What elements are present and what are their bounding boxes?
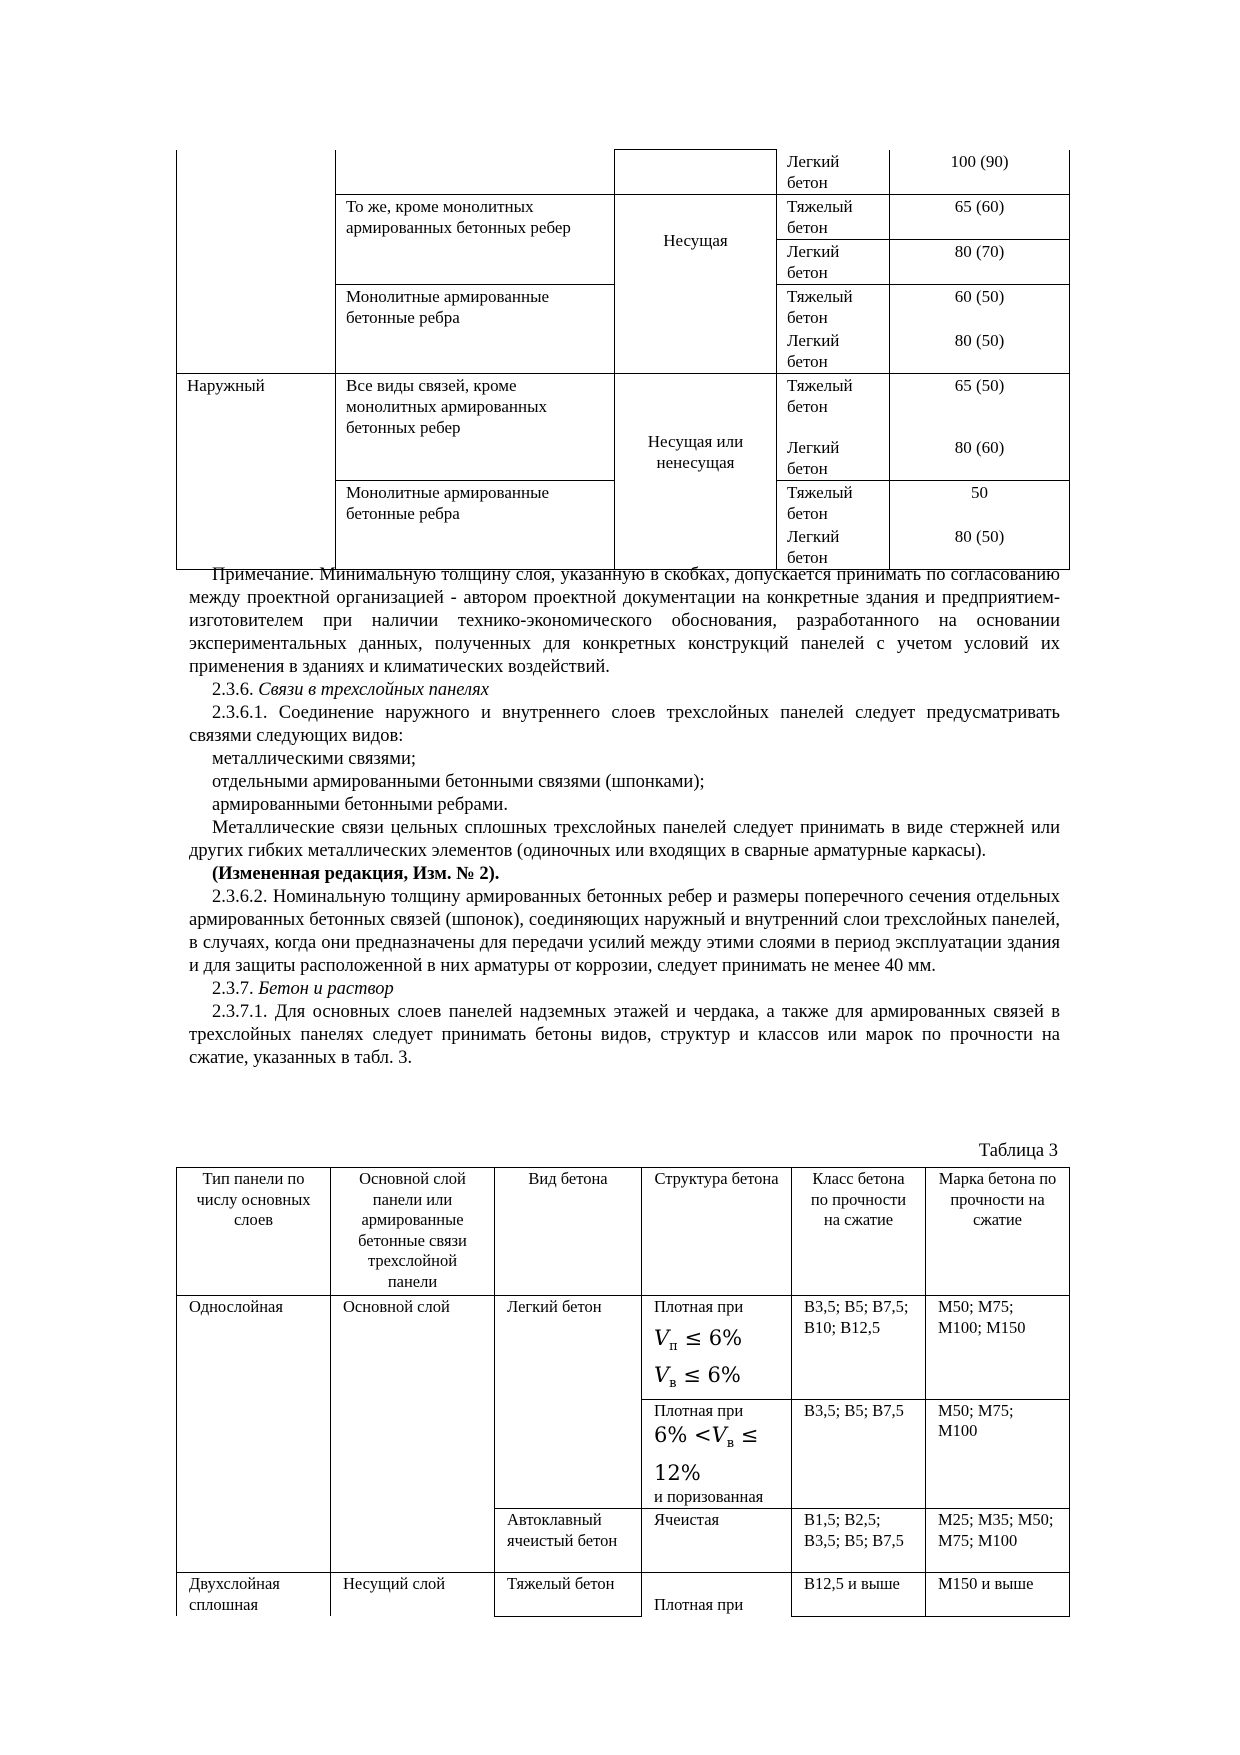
paragraph-metal-connections: Металлические связи цельных сплошных трехслойных панелей следует принимать в виде стержней или других гибких металлических элементов (одиночных или входящих в сварные арматурные каркасы). — [189, 818, 1060, 861]
cell-layer-function: Несущая — [615, 194, 777, 373]
cell-concrete: Тяжелый бетон — [777, 194, 890, 239]
cell-concrete: Легкий бетон — [777, 436, 890, 481]
section-title: Бетон и раствор — [258, 979, 394, 999]
cell-thickness: 80 (60) — [890, 436, 1070, 481]
cell-connection: Монолитные армированные бетонные ребра — [336, 284, 615, 373]
cell-grade: М25; М35; М50; М75; М100 — [926, 1509, 1070, 1573]
formula-vv: $V_в \le 6\%$ — [654, 1362, 741, 1391]
cell-main-layer: Несущий слой — [331, 1573, 495, 1617]
list-item: отдельными армированными бетонными связями (шпонками); — [212, 772, 705, 792]
cell-panel-type: Двухслойная сплошная — [177, 1573, 331, 1617]
list-item: металлическими связями; — [212, 749, 417, 769]
table-thickness-continuation — [176, 149, 1070, 570]
cell-concrete: Тяжелый бетон — [777, 481, 890, 526]
header-cell: Структура бетона — [642, 1168, 792, 1296]
cell-class: В3,5; В5; В7,5 — [792, 1399, 926, 1508]
section-title: Связи в трехслойных панелях — [258, 680, 489, 700]
cell-layer-type: Наружный — [177, 373, 336, 570]
cell-class: В3,5; В5; В7,5; В10; В12,5 — [792, 1296, 926, 1400]
cell-structure: Плотная при $V_п \le 6\%$ $V_в \le 6\%$ — [642, 1296, 792, 1400]
cell-concrete: Тяжелый бетон — [777, 373, 890, 436]
cell-concrete: Легкий бетон — [777, 150, 890, 195]
cell-connection: То же, кроме монолитных армированных бетонных ребер — [336, 194, 615, 284]
cell-structure: Плотная при — [642, 1573, 792, 1617]
header-cell: Марка бетона по прочности на сжатие — [926, 1168, 1070, 1296]
cell-concrete: Тяжелый бетон — [777, 284, 890, 329]
paragraph-2-3-6-2: 2.3.6.2. Номинальную толщину армированных бетонных ребер и размеры поперечного сечения отдельных армированных бетонных связей (шпонок), соединяющих наружный и внутренний слои трехслойных панелей, в случаях, когда они предназначены для передачи усилий между этими слоями в период эксплуатации здания и для защиты расположенной в них арматуры от коррозии, следует принимать не менее 40 мм. — [189, 887, 1060, 976]
cell-structure: Ячеистая — [642, 1509, 792, 1573]
cell-layer-empty — [177, 194, 336, 373]
section-number: 2.3.6. — [212, 680, 254, 700]
cell-class: В1,5; В2,5; В3,5; В5; В7,5 — [792, 1509, 926, 1573]
table-3 — [176, 1167, 1070, 1617]
cell-panel-type: Однослойная — [177, 1296, 331, 1573]
cell-class: В12,5 и выше — [792, 1573, 926, 1617]
cell-thickness: 80 (50) — [890, 329, 1070, 374]
paragraph-2-3-6-1: 2.3.6.1. Соединение наружного и внутреннего слоев трехслойных панелей следует предусматривать связями следующих видов: — [189, 703, 1060, 746]
note-paragraph: Примечание. Минимальную толщину слоя, указанную в скобках, допускается принимать по согласованию между проектной организацией - автором проектной документации на конкретные здания и предприятием-изготовителем при наличии технико-экономического обоснования, разработанного на основании экспериментальных данных, полученных для конкретных конструкций панелей с учетом условий их применения в зданиях и климатических воздействий. — [189, 565, 1060, 677]
cell-thickness: 65 (50) — [890, 373, 1070, 436]
formula-vp: $V_п \le 6\%$ — [654, 1325, 743, 1354]
amendment-note: (Измененная редакция, Изм. № 2). — [212, 864, 500, 884]
table-caption: Таблица 3 — [978, 1141, 1058, 1161]
cell-concrete-kind: Автоклавный ячеистый бетон — [495, 1509, 642, 1573]
cell-concrete: Легкий бетон — [777, 239, 890, 284]
list-item: армированными бетонными ребрами. — [212, 795, 508, 815]
cell-grade: М50; М75; М100; М150 — [926, 1296, 1070, 1400]
cell-thickness: 100 (90) — [890, 150, 1070, 195]
cell-concrete: Легкий бетон — [777, 525, 890, 570]
cell-thickness: 80 (70) — [890, 239, 1070, 284]
cell-main-layer: Основной слой — [331, 1296, 495, 1573]
cell-concrete-kind: Легкий бетон — [495, 1296, 642, 1509]
cell-connection: Монолитные армированные бетонные ребра — [336, 481, 615, 570]
body-text — [189, 564, 1060, 1070]
paragraph-2-3-7-1: 2.3.7.1. Для основных слоев панелей надземных этажей и чердака, а также для армированных связей в трехслойных панелях следует принимать бетоны видов, структур и классов или марок по прочности на сжатие, указанных в табл. 3. — [189, 1002, 1060, 1068]
cell-grade: М150 и выше — [926, 1573, 1070, 1617]
header-cell: Класс бетона по прочности на сжатие — [792, 1168, 926, 1296]
cell-thickness: 60 (50) — [890, 284, 1070, 329]
header-cell: Тип панели по числу основных слоев — [177, 1168, 331, 1296]
cell-thickness: 80 (50) — [890, 525, 1070, 570]
header-cell: Основной слой панели или армированные бетонные связи трехслойной панели — [331, 1168, 495, 1296]
cell-layer-empty — [177, 150, 336, 195]
cell-layer-function-empty — [615, 150, 777, 195]
cell-grade: М50; М75; М100 — [926, 1399, 1070, 1508]
section-2-3-7-heading — [189, 978, 1060, 1001]
header-cell: Вид бетона — [495, 1168, 642, 1296]
cell-concrete: Легкий бетон — [777, 329, 890, 374]
cell-connection: Все виды связей, кроме монолитных армированных бетонных ребер — [336, 373, 615, 481]
cell-layer-function: Несущая или ненесущая — [615, 373, 777, 570]
cell-structure: Плотная при $6\% <V_в \le 12\%$ и поризованная — [642, 1399, 792, 1508]
cell-thickness: 50 — [890, 481, 1070, 526]
cell-concrete-kind: Тяжелый бетон — [495, 1573, 642, 1617]
formula-vv-range: $6\% <V_в \le 12\%$ — [654, 1423, 759, 1485]
cell-connection-empty — [336, 150, 615, 195]
cell-thickness: 65 (60) — [890, 194, 1070, 239]
section-number: 2.3.7. — [212, 979, 254, 999]
section-2-3-6-heading — [189, 679, 1060, 702]
